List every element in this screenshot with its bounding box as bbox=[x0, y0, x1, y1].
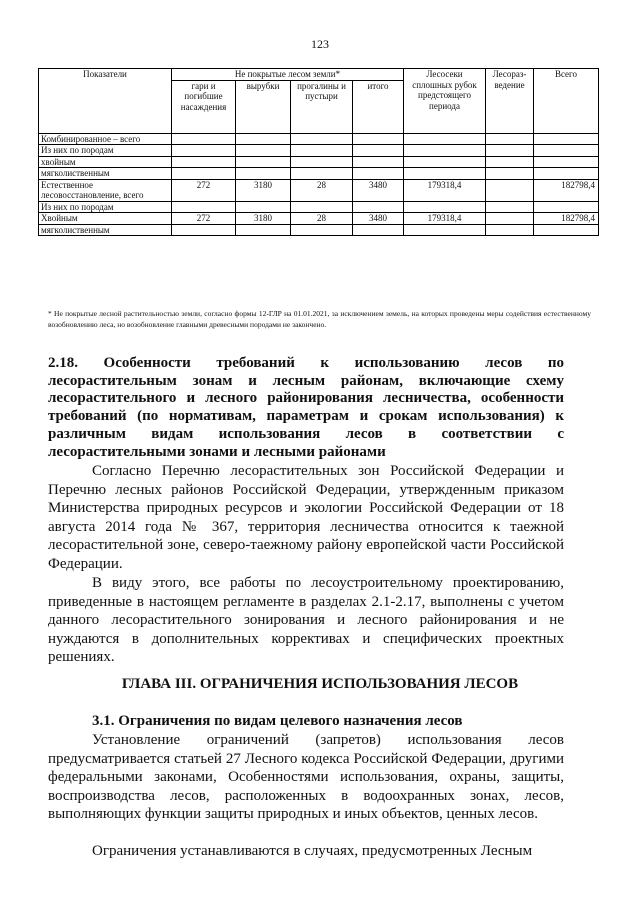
col-header-indicators: Показатели bbox=[39, 69, 172, 134]
table-row bbox=[39, 213, 599, 225]
table-cell bbox=[486, 133, 534, 145]
table-row bbox=[39, 156, 599, 168]
table-cell bbox=[172, 168, 236, 180]
table-cell bbox=[236, 201, 291, 213]
table-row bbox=[39, 179, 599, 201]
table-cell bbox=[353, 224, 404, 236]
table-row bbox=[39, 168, 599, 180]
row-label: Естественное лесовосстановление, всего bbox=[39, 179, 172, 201]
table-cell: 179318,4 bbox=[404, 179, 486, 201]
table-cell bbox=[172, 156, 236, 168]
table-row bbox=[39, 201, 599, 213]
table-cell bbox=[236, 145, 291, 157]
section-3-1-heading: 3.1. Ограничения по видам целевого назначения лесов bbox=[92, 713, 463, 729]
table-cell bbox=[236, 156, 291, 168]
table-cell bbox=[236, 133, 291, 145]
row-label: Из них по породам bbox=[39, 145, 172, 157]
table-footnote: * Не покрытые лесной растительностью земли, согласно формы 12-ГЛР на 01.01.2021, за исключением земель, на которых проведены меры содействия естественному возобновлению леса, но возобновление главными древесными породами не закончено. bbox=[48, 309, 591, 329]
row-label: Комбинированное – всего bbox=[39, 133, 172, 145]
row-label: хвойным bbox=[39, 156, 172, 168]
table-cell bbox=[404, 133, 486, 145]
table-header-row bbox=[39, 69, 599, 81]
table-cell bbox=[172, 145, 236, 157]
table-cell: 182798,4 bbox=[534, 213, 599, 225]
table-cell bbox=[534, 133, 599, 145]
table-cell bbox=[353, 201, 404, 213]
table-cell bbox=[486, 145, 534, 157]
table-cell bbox=[291, 201, 353, 213]
table-cell: 272 bbox=[172, 213, 236, 225]
table-row bbox=[39, 224, 599, 236]
page-number: 123 bbox=[311, 37, 329, 51]
table-cell bbox=[353, 133, 404, 145]
table-cell bbox=[534, 168, 599, 180]
section-2-18-heading bbox=[48, 355, 564, 461]
table-cell: 3180 bbox=[236, 179, 291, 201]
col-header-afforestation: Лесораз-ведение bbox=[486, 69, 534, 134]
table-cell bbox=[486, 168, 534, 180]
table-cell bbox=[353, 145, 404, 157]
table-cell bbox=[291, 224, 353, 236]
table-cell: 28 bbox=[291, 179, 353, 201]
row-label: мягколиственным bbox=[39, 224, 172, 236]
table-cell bbox=[172, 133, 236, 145]
table-cell bbox=[486, 201, 534, 213]
table-cell bbox=[404, 156, 486, 168]
table-cell bbox=[404, 201, 486, 213]
col-header-total: Всего bbox=[534, 69, 599, 134]
table-cell bbox=[291, 156, 353, 168]
table-cell bbox=[486, 179, 534, 201]
table-cell bbox=[172, 201, 236, 213]
table-cell bbox=[486, 224, 534, 236]
section-3-1-paragraph-2: Ограничения устанавливаются в случаях, предусмотренных Лесным bbox=[92, 843, 533, 859]
table-cell bbox=[534, 156, 599, 168]
col-header-clearcuts: Лесосеки сплошных рубок предстоящего периода bbox=[404, 69, 486, 134]
table-cell bbox=[404, 168, 486, 180]
table-cell bbox=[291, 133, 353, 145]
table-cell: 3180 bbox=[236, 213, 291, 225]
reforestation-table bbox=[38, 68, 599, 236]
row-label: мягколиственным bbox=[39, 168, 172, 180]
section-3-1-paragraph-1: Установление ограничений (запретов) использования лесов предусматривается статьей 27 Лесного кодекса Российской Федерации, другими федеральными законами, Особенностями использования, охраны, защиты, воспроизводства лесов, расположенных в водоохранных зонах, лесов, выполняющих функции защиты природных и иных объектов, ценных лесов. bbox=[48, 732, 564, 823]
col-header-burnt: гари и погибшие насаждения bbox=[172, 80, 236, 133]
table-cell bbox=[236, 224, 291, 236]
table-cell: 3480 bbox=[353, 213, 404, 225]
table-cell: 28 bbox=[291, 213, 353, 225]
col-header-subtotal: итого bbox=[353, 80, 404, 133]
table-cell bbox=[353, 156, 404, 168]
table-cell bbox=[534, 145, 599, 157]
table-cell: 179318,4 bbox=[404, 213, 486, 225]
table-cell bbox=[486, 213, 534, 225]
col-header-non-forested: Не покрытые лесом земли* bbox=[172, 69, 404, 81]
table-cell bbox=[486, 156, 534, 168]
table-cell: 272 bbox=[172, 179, 236, 201]
table-row bbox=[39, 145, 599, 157]
table-row bbox=[39, 133, 599, 145]
table-cell: 182798,4 bbox=[534, 179, 599, 201]
row-label: Хвойным bbox=[39, 213, 172, 225]
section-2-18-heading-main: 2.18. Особенности требований к использованию лесов по лесорастительным зонам и лесным районам, включающие схему лесорастительного и лесного районирования лесничества, особенности требований (по нормативам, параметрам и срокам использования) к различным видам использования лесов в соответствии с bbox=[48, 355, 564, 442]
section-2-18-paragraph-2: В виду этого, все работы по лесоустроительному проектированию, приведенные в настоящем регламенте в разделах 2.1-2.17, выполнены с учетом данного лесорастительного зонирования и лесного районирования и не нуждаются в дополнительных коррективах и специфических проектных решениях. bbox=[48, 575, 564, 666]
table-cell bbox=[404, 145, 486, 157]
chapter-title: ГЛАВА III. ОГРАНИЧЕНИЯ ИСПОЛЬЗОВАНИЯ ЛЕСОВ bbox=[121, 676, 519, 692]
table-cell bbox=[236, 168, 291, 180]
col-header-cutovers: вырубки bbox=[236, 80, 291, 133]
section-2-18-paragraph-1: Согласно Перечню лесорастительных зон Российской Федерации и Перечню лесных районов Российской Федерации, утвержденным приказом Министерства природных ресурсов и экологии Российской Федерации от 18 августа 2014 года № 367, территория лесничества относится к таежной лесорастительной зоне, северо-таежному району европейской части Российской Федерации. bbox=[48, 463, 564, 572]
table-cell bbox=[291, 168, 353, 180]
row-label: Из них по породам bbox=[39, 201, 172, 213]
table-cell bbox=[404, 224, 486, 236]
table-cell: 3480 bbox=[353, 179, 404, 201]
table-cell bbox=[291, 145, 353, 157]
col-header-glades: прогалины и пустыри bbox=[291, 80, 353, 133]
table-cell bbox=[172, 224, 236, 236]
section-2-18-heading-last: лесорастительными зонами и лесными районами bbox=[48, 443, 386, 460]
table-cell bbox=[534, 224, 599, 236]
table-cell bbox=[353, 168, 404, 180]
table-cell bbox=[534, 201, 599, 213]
